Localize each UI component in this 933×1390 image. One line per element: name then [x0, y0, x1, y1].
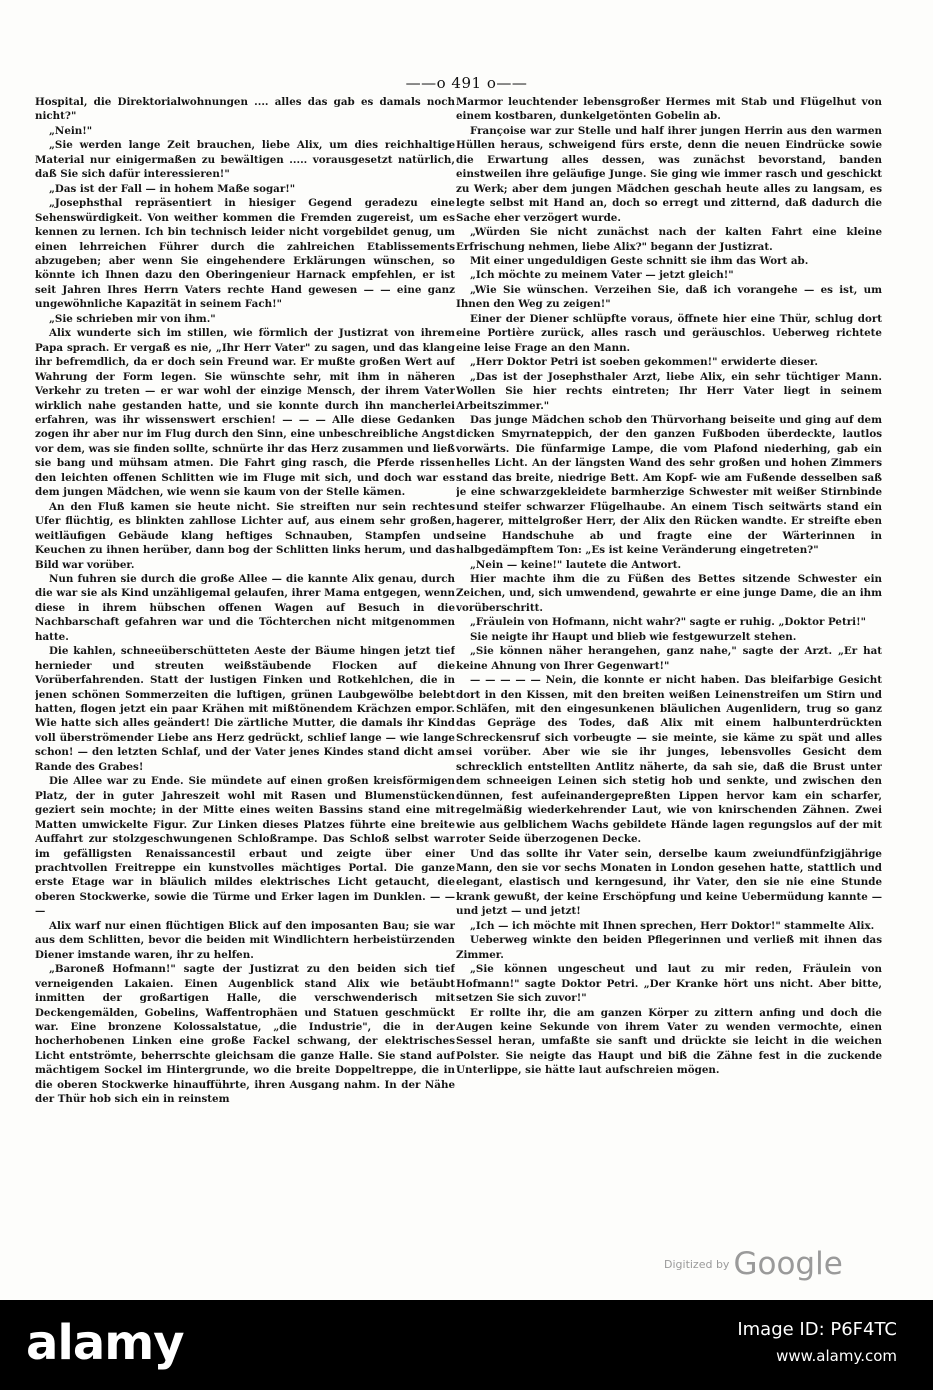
paragraph: „Das ist der Josephsthaler Arzt, liebe Alix, ein sehr tüchtiger Mann. Wollen Sie hier rechts eintreten; Ihr Herr Vater liegt in seinem Arbeitszimmer.": [456, 370, 882, 412]
paragraph: Und das sollte ihr Vater sein, derselbe kaum zweiundfünfzigjährige Mann, den sie vor sechs Monaten in London gesehen hatte, stattlich und elegant, elastisch und kerngesund, ihr Vater, den sie nie eine Stunde krank gewußt, der keine Erschöpfung und keine Uebermüdung kannte — und jetzt — und jetzt!: [456, 847, 882, 918]
paragraph: „Baroneß Hofmann!" sagte der Justizrat zu den beiden sich tief verneigenden Lakaien. Einen Augenblick stand Alix wie betäubt inmitten der großartigen Halle, die verschwenderisch mit Deckengemälden, Gobelins, Waffentrophäen und Statuen geschmückt war. Eine bronzene Kolossalstatue, „die Industrie", die in der hocherhobenen Linken eine große Fackel schwang, der elektrisches Licht entströmte, beherrschte gleichsam die ganze Halle. Sie stand auf mächtigem Sockel im Hintergrunde, wo die breite Doppeltreppe, die in die oberen Stockwerke hinaufführte, ihren Ausgang nahm. In der Nähe der Thür hob sich ein in reinstem: [35, 963, 455, 1106]
paragraph: „Fräulein von Hofmann, nicht wahr?" sagte er ruhig. „Doktor Petri!": [470, 616, 866, 629]
paragraph: „Sie können näher herangehen, ganz nahe," sagte der Arzt. „Er hat keine Ahnung von Ihrer Gegenwart!": [456, 645, 882, 672]
paragraph: „Nein — keine!" lautete die Antwort.: [470, 558, 682, 571]
paragraph: Alix warf nur einen flüchtigen Blick auf den imposanten Bau; sie war aus dem Schlitten, bevor die beiden mit Windlichtern herbeistürzenden Diener imstande waren, ihr zu helfen.: [35, 919, 455, 961]
paragraph: Hospital, die Direktorialwohnungen .... alles das gab es damals noch nicht?": [35, 96, 455, 123]
paragraph: Die Allee war zu Ende. Sie mündete auf einen großen kreisförmigen Platz, der in guter Jahreszeit wohl mit Rasen und Blumenstücken geziert sein mochte; in der Mitte eines weiten Bassins stand eine mit Matten umwickelte Figur. Zur Linken dieses Platzes führte eine breite Auffahrt zur stolzgeschwungenen Schloßrampe. Das Schloß selbst war im gefälligsten Renaissancestil erbaut und zeigte über einer prachtvollen Freitreppe ein kunstvolles mächtiges Portal. Die ganze erste Etage war in bläulich mildes elektrisches Licht getaucht, die oberen Stockwerke, sowie die Türme und Erker lagen im Dunklen. — — —: [35, 775, 455, 918]
paragraph: Alix wunderte sich im stillen, wie förmlich der Justizrat von ihrem Papa sprach. Er vergaß es nie, „Ihr Herr Vater" zu sagen, und das klang ihr befremdlich, da er doch sein Freund war. Er mußte großen Wert auf Wahrung der Form legen. Sie wünschte sehr, mit ihm in näheren Verkehr zu treten — er war wohl der einzige Mensch, der ihrem Vater wirklich nahe gestanden hatte, und sie konnte durch ihn mancherlei erfahren, was ihr wissenswert erschien! — — — Alle diese Gedanken zogen ihr aber nur im Flug durch den Sinn, eine unbeschreibliche Angst vor dem, was sie finden sollte, schnürte ihr das Herz zusammen und ließ sie bang und mühsam atmen. Die Fahrt ging rasch, die Pferde rissen den leichten offenen Schlitten wie im Fluge mit sich, und doch war es dem jungen Mädchen, wie wenn sie kaum von der Stelle kämen.: [35, 327, 455, 499]
paragraph: „Sie werden lange Zeit brauchen, liebe Alix, um dies reichhaltige Material nur einigermaßen zu bewältigen ..... vorausgesetzt natürlich, daß Sie sich dafür interessieren!": [35, 139, 455, 181]
watermark-prefix: Digitized by: [664, 1258, 730, 1271]
paragraph: „Das ist der Fall — in hohem Maße sogar!": [49, 182, 296, 195]
paragraph: „Josephsthal repräsentiert in hiesiger Gegend geradezu eine Sehenswürdigkeit. Von weither kommen die Fremden zugereist, um es kennen zu lernen. Ich bin technisch leider nicht vorgebildet genug, um einen lehrreichen Führer durch die zahlreichen Etablissements abzugeben; aber wenn Sie eingehendere Erklärungen wünschen, so könnte ich Ihnen dazu den Oberingenieur Harnack empfehlen, er ist seit Jahren Ihres Herrn Vaters rechte Hand gewesen — — eine ganz ungewöhnliche Kapazität in seinem Fach!": [35, 197, 455, 311]
paragraph: Nun fuhren sie durch die große Allee — die kannte Alix genau, durch die war sie als Kind unzähligemal gelaufen, ihrer Mama entgegen, wenn diese in ihrem hübschen offenen Wagen auf Besuch in die Nachbarschaft gefahren war und die Töchterchen nicht mitgenommen hatte.: [35, 572, 455, 643]
alamy-logo: alamy: [26, 1315, 184, 1371]
paragraph: „Sie schrieben mir von ihm.": [49, 312, 216, 325]
paragraph: Mit einer ungeduldigen Geste schnitt sie ihm das Wort ab.: [470, 254, 809, 267]
page-number: ——o 491 o——: [405, 74, 528, 92]
paragraph: „Ich — ich möchte mit Ihnen sprechen, Herr Doktor!" stammelte Alix.: [470, 919, 875, 932]
google-logo: Google: [733, 1246, 843, 1282]
paragraph: Marmor leuchtender lebensgroßer Hermes mit Stab und Flügelhut von einem kostbaren, dunkelgetönten Gobelin ab.: [456, 96, 882, 123]
alamy-url: www.alamy.com: [776, 1347, 897, 1365]
paragraph: Françoise war zur Stelle und half ihrer jungen Herrin aus den warmen Hüllen heraus, schweigend fürs erste, denn die neuen Eindrücke sowie die Erwartung alles dessen, was zunächst bevorstand, banden einstweilen ihre geläufige Junge. Sie ging wie immer rasch und geschickt zu Werk; aber dem jungen Mädchen geschah heute alles zu langsam, es legte selbst mit Hand an, doch so erregt und zitternd, daß dadurch die Sache eher verzögert wurde.: [456, 124, 882, 224]
paragraph: Einer der Diener schlüpfte voraus, öffnete hier eine Thür, schlug dort eine Portière zurück, alles rasch und geräuschlos. Ueberweg richtete eine leise Frage an den Mann.: [456, 312, 882, 354]
paragraph: „Ich möchte zu meinem Vater — jetzt gleich!": [470, 269, 734, 282]
paragraph: Hier machte ihm die zu Füßen des Bettes sitzende Schwester ein Zeichen, und, sich umwendend, gewahrte er eine junge Dame, die an ihm vorüberschritt.: [456, 572, 882, 614]
paragraph: An den Fluß kamen sie heute nicht. Sie streiften nur sein rechtes Ufer flüchtig, es blinkten zahllose Lichter auf, aus einem sehr großen, weitläufigen Gebäude klang heftiges Schnauben, Stampfen und Keuchen zu ihnen herüber, dann bog der Schlitten links herum, und das Bild war vorüber.: [35, 500, 455, 571]
paragraph: „Wie Sie wünschen. Verzeihen Sie, daß ich vorangehe — es ist, um Ihnen den Weg zu zeigen!": [456, 283, 882, 311]
paragraph: Die kahlen, schneeüberschütteten Aeste der Bäume hingen jetzt tief hernieder und streuten weißstäubende Flocken auf die Vorüberfahrenden. Statt der lustigen Finken und Rotkehlchen, die in jenen schönen Sommerzeiten die luftigen, grünen Laubgewölbe belebt hatten, flogen jetzt ein paar Krähen mit mißtönendem Krächzen empor. Wie hatte sich alles geändert! Die zärtliche Mutter, die damals ihr Kind voll überströmender Liebe ans Herz gedrückt, schlief lange — wie lange schon! — den letzten Schlaf, und der Vater jenes Kindes stand dicht am Rande des Grabes!: [35, 645, 455, 773]
left-column: [35, 95, 455, 1225]
paragraph: „Würden Sie nicht zunächst nach der kalten Fahrt eine kleine Erfrischung nehmen, liebe Alix?" begann der Justizrat.: [456, 226, 882, 253]
digitized-watermark: [664, 1246, 843, 1282]
paragraph: Er rollte ihr, die am ganzen Körper zu zittern anfing und doch die Augen keine Sekunde von ihrem Vater zu wenden vermochte, einen Sessel heran, umfaßte sie sanft und drückte sie leicht in die weichen Polster. Sie neigte das Haupt und biß die Zähne fest in die zuckende Unterlippe, sie hätte laut aufschreien mögen.: [456, 1006, 882, 1077]
paragraph: Ueberweg winkte den beiden Pflegerinnen und verließ mit ihnen das Zimmer.: [456, 934, 882, 961]
paragraph: Sie neigte ihr Haupt und blieb wie festgewurzelt stehen.: [470, 630, 797, 643]
paragraph: — — — — — Nein, die konnte er nicht haben. Das bleifarbige Gesicht dort in den Kissen, mit den breiten weißen Leinenstreifen um Stirn und Schläfen, mit den eingesunkenen bläulichen Augenlidern, trug so ganz das Gepräge des Todes, daß Alix mit einem halbunterdrückten Schreckensruf sich vorbeugte — sie meinte, sie käme zu spät und alles sei vorüber. Aber wie sie ihr junges, lebensvolles Gesicht dem schrecklich entstellten Antlitz näherte, da sah sie, daß die Brust unter dem schneeigen Leinen sich stetig hob und senkte, und zwischen den dünnen, fest aufeinandergepreßten Lippen hervor kam ein scharfer, regelmäßig wiederkehrender Laut, wie von knirschenden Zähnen. Zwei wie aus gelblichem Wachs gebildete Hände lagen regungslos auf der mit roter Seide überzogenen Decke.: [456, 674, 882, 846]
paragraph: „Herr Doktor Petri ist soeben gekommen!" erwiderte dieser.: [470, 356, 818, 369]
paragraph: Das junge Mädchen schob den Thürvorhang beiseite und ging auf dem dicken Smyrnateppich, der den ganzen Fußboden überdeckte, lautlos vorwärts. Die fünfarmige Lampe, die vom Plafond niederhing, gab ein helles Licht. An der längsten Wand des sehr großen und hohen Zimmers stand das breite, niedrige Bett. Am Kopf- wie am Fußende desselben saß je eine schwarzgekleidete barmherzige Schwester mit weißer Stirnbinde und steifer schwarzer Flügelhaube. An einem Tisch seitwärts stand ein hagerer, mittelgroßer Herr, der Alix den Rücken wandte. Er streifte eben seine Handschuhe ab und fragte eine der Wärterinnen in halbgedämpftem Ton: „Es ist keine Veränderung eingetreten?": [456, 413, 882, 557]
image-id-label: Image ID: P6F4TC: [737, 1319, 897, 1340]
right-column: [456, 95, 882, 1225]
paragraph: „Nein!": [49, 124, 93, 137]
paragraph: „Sie können ungescheut und laut zu mir reden, Fräulein von Hofmann!" sagte Doktor Petri. „Der Kranke hört uns nicht. Aber bitte, setzen Sie sich zuvor!": [456, 963, 882, 1005]
